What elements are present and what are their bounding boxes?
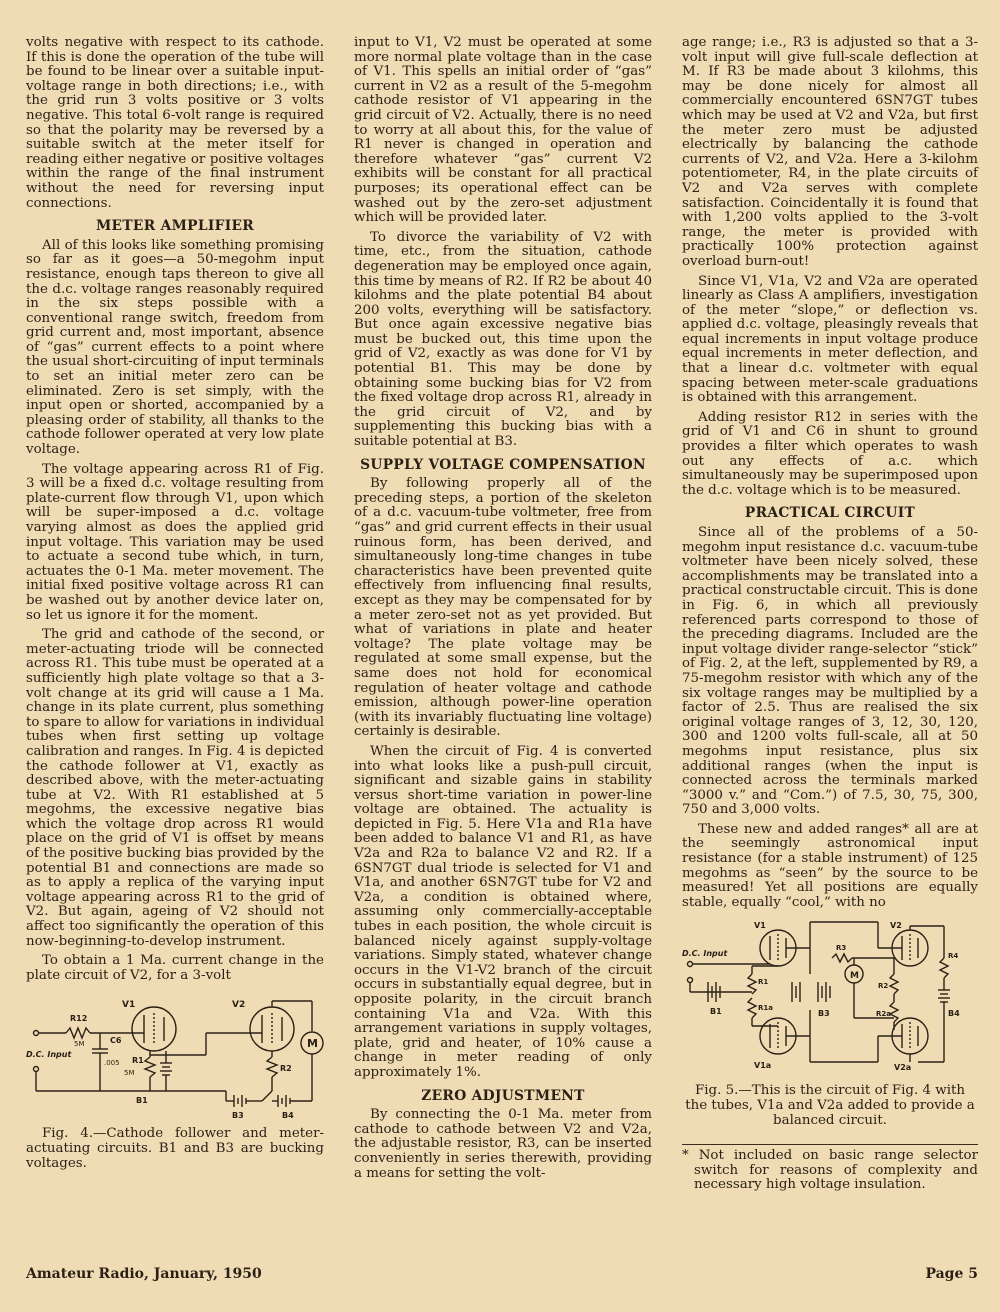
label-r1: R1 <box>758 978 769 987</box>
label-r3: R3 <box>836 944 847 953</box>
heading-practical-circuit: PRACTICAL CIRCUIT <box>744 505 916 522</box>
paragraph: age range; i.e., R3 is adjusted so that a 3-volt input will give full-scale deflection at M. If R3 be made about 3 kilohms, this may be done nicely for almost all commercially encountered 6SN7GT tubes which may be used at V2 and V2a, but first the meter zero must be adjusted electrically by balancing the cathode currents of V2, and V2a. Here a 3-kilohm potentiometer, R4, in the plate circuits of V2 and V2a serves with complete satisfaction. Coincidentally it is found that with 1,200 volts applied to the 3-volt range, the meter is provided with practically 100% protection against overload burn-out! <box>682 35 978 269</box>
label-r4: R4 <box>948 952 959 961</box>
paragraph: The voltage appearing across R1 of Fig. 3 will be a fixed d.c. voltage resulting from plate-current flow through V1, upon which will be super-imposed a d.c. voltage varying almost as does the applied grid input voltage. This variation may be used to actuate a second tube which, in turn, actuates the 0-1 Ma. meter movement. The initial fixed positive voltage across R1 can be washed out by another device later on, so let us ignore it for the moment. <box>26 461 324 623</box>
label-v2: V2 <box>232 1000 246 1011</box>
paragraph: To divorce the variability of V2 with time, etc., from the situation, cathode degeneration may be employed once again, this time by means of R2. If R2 be about 40 kilohms and the plate potential B4 about 200 volts, everything will be satisfactory. But once again excessive negative bias must be bucked out, this time upon the grid of V2, exactly as was done for V1 by potential B1. This may be done by obtaining some bucking bias for V2 from the fixed voltage drop across R1, already in the grid circuit of V2, and by supplementing this bucking bias with a suitable potential at B3. <box>354 229 652 450</box>
paragraph: Since all of the problems of a 50-megohm input resistance d.c. vacuum-tube voltmeter have been nicely solved, these accomplishments may be translated into a practical constructable circuit. This is done in Fig. 6, in which all previously referenced parts correspond to those of the preceding diagrams. Included are the input voltage divider range-selector “stick” of Fig. 2, at the left, supplemented by R9, a 75-megohm resistor with which any of the six voltage ranges may be multiplied by a factor of 2.5. Thus are realised the six original voltage ranges of 3, 12, 30, 120, 300 and 1200 volts full-scale, all at 50 megohms input resistance, plus six additional ranges (when the input is connected across the terminals marked “3000 v.” and “Com.”) of 7.5, 30, 75, 300, 750 and 3,000 volts. <box>682 525 978 818</box>
column-1 <box>26 36 324 1176</box>
label-meter: M <box>850 971 859 982</box>
fig4-svg <box>26 991 324 1121</box>
label-v1a: V1a <box>754 1061 772 1071</box>
paragraph: Since V1, V1a, V2 and V2a are operated linearly as Class A amplifiers, investigation of the meter “slope,” or deflection vs. applied d.c. voltage, pleasingly reveals that equal increments in input voltage produce equal increments in meter deflection, and that a linear d.c. voltmeter with equal spacing between meter-scale graduations is obtained with this arrangement. <box>682 273 978 406</box>
paragraph: volts negative with respect to its cathode. If this is done the operation of the tube will be found to be linear over a suitable input-voltage range in both directions; i.e., with the grid run 3 volts positive or 3 volts negative. This total 6-volt range is required so that the polarity may be reversed by a suitable switch at the meter itself for reading either negative or positive voltages within the range of the final instrument without the need for reversing input connections. <box>26 35 324 211</box>
label-r2: R2 <box>280 1064 292 1074</box>
paragraph: Adding resistor R12 in series with the grid of V1 and C6 in shunt to ground provides a filter which operates to wash out any effects of a.c. which simultaneously may be superimposed upon the d.c. voltage which is to be measured. <box>682 409 978 498</box>
label-r12-value: 5M <box>74 1040 85 1049</box>
paragraph: By following properly all of the preceding steps, a portion of the skeleton of a d.c. vacuum-tube voltmeter, free from “gas” and grid current effects in their usual ruinous form, has been derived, and simultaneously long-time changes in tube characteristics have been prevented quite effectively from influencing final results, except as they may be compensated for by a meter zero-set not as yet provided. But what of variations in plate and heater voltage? The plate voltage may be regulated at some small expense, but the same does not hold for economical regulation of heater voltage and cathode emission, although power-line operation (with its invariably fluctuating line voltage) certainly is desirable. <box>354 476 652 740</box>
label-v1: V1 <box>122 1000 136 1011</box>
column-3 <box>682 36 978 1198</box>
label-r1: R1 <box>132 1056 144 1066</box>
label-b3: B3 <box>818 1009 830 1019</box>
fig5-svg <box>682 918 978 1078</box>
footer-publication: Amateur Radio, January, 1950 <box>26 1266 262 1282</box>
label-r12: R12 <box>70 1014 88 1024</box>
label-r1-value: 5M <box>124 1069 135 1078</box>
footer-page-number: Page 5 <box>925 1266 978 1282</box>
footnote: * Not included on basic range selector switch for reasons of complexity and necessary high voltage insulation. <box>682 1144 978 1193</box>
figure-4-schematic <box>26 991 324 1121</box>
heading-supply-voltage-compensation: SUPPLY VOLTAGE COMPENSATION <box>360 456 646 473</box>
label-c6-value: .005 <box>104 1059 120 1068</box>
heading-meter-amplifier: METER AMPLIFIER <box>95 218 255 235</box>
label-r1a: R1a <box>758 1004 773 1013</box>
label-v2: V2 <box>890 921 902 931</box>
paragraph: These new and added ranges* all are at the seemingly astronomical input resistance (for a stable instrument) of 125 megohms as “seen” by the source to be measured! Yet all positions are equally stable, equally “cool,” with no <box>682 821 978 910</box>
figure-5-caption: Fig. 5.—This is the circuit of Fig. 4 with the tubes, V1a and V2a added to provide a balanced circuit. <box>685 1083 975 1128</box>
label-v1: V1 <box>754 921 766 931</box>
paragraph: All of this looks like something promising so far as it goes—a 50-megohm input resistance, enough taps thereon to give all the d.c. voltage ranges reasonably required in the six steps possible with a conventional range switch, freedom from grid current and, most important, absence of “gas” current effects to a point where the usual short-circuiting of input terminals to set an initial meter zero can be eliminated. Zero is set simply, with the input open or shorted, accompanied by a pleasing order of stability, all thanks to the cathode follower operated at very low plate voltage. <box>26 237 324 458</box>
label-b1: B1 <box>136 1096 148 1106</box>
label-v2a: V2a <box>894 1063 912 1073</box>
heading-zero-adjustment: ZERO ADJUSTMENT <box>421 1087 585 1104</box>
column-2 <box>354 36 652 1186</box>
label-meter: M <box>307 1037 318 1051</box>
label-b3: B3 <box>232 1111 244 1121</box>
label-r2: R2 <box>878 982 889 991</box>
label-r2a: R2a <box>876 1010 891 1019</box>
label-dc-input: D.C. Input <box>26 1050 72 1060</box>
label-b1: B1 <box>710 1007 722 1017</box>
label-c6: C6 <box>110 1036 122 1046</box>
label-b4: B4 <box>948 1009 960 1019</box>
label-b4: B4 <box>282 1111 294 1121</box>
paragraph: By connecting the 0-1 Ma. meter from cathode to cathode between V2 and V2a, the adjustable resistor, R3, can be inserted conveniently in series therewith, providing a means for setting the volt- <box>354 1107 652 1181</box>
paragraph: When the circuit of Fig. 4 is converted into what looks like a push-pull circuit, significant and sizable gains in stability versus short-time variation in power-line voltage are obtained. The actuality is depicted in Fig. 5. Here V1a and R1a have been added to balance V1 and R1, as have V2a and R2a to balance V2 and R2. If a 6SN7GT dual triode is selected for V1 and V1a, and another 6SN7GT tube for V2 and V2a, a condition is obtained where, assuming only commercially-acceptable tubes in each position, the whole circuit is balanced nicely against supply-voltage variations. Simply stated, whatever change occurs in the V1-V2 branch of the circuit occurs in substantially equal degree, but in opposite polarity, in the circuit branch containing V1a and V2a. With this arrangement variations in supply voltages, plate, grid and heater, of 10% cause a change in meter reading of only approximately 1%. <box>354 743 652 1080</box>
paragraph: The grid and cathode of the second, or meter-actuating triode will be connected across R1. This tube must be operated at a sufficiently high plate voltage so that a 3-volt change at its grid will cause a 1 Ma. change in its plate current, plus something to spare to allow for variations in individual tubes when first setting up voltage calibration and ranges. In Fig. 4 is depicted the cathode follower at V1, exactly as described above, with the meter-actuating tube at V2. With R1 established at 5 megohms, the excessive negative bias which the voltage drop across R1 would place on the grid of V1 is offset by means of the positive bucking bias provided by the potential B1 and connections are made so as to apply a replica of the varying input voltage appearing across R1 to the grid of V2. But again, ageing of V2 should not affect too significantly the operation of this now-beginning-to-develop instrument. <box>26 627 324 949</box>
figure-4-caption: Fig. 4.—Cathode follower and meter-actuating circuits. B1 and B3 are bucking voltages. <box>26 1126 324 1171</box>
paragraph: input to V1, V2 must be operated at some more normal plate voltage than in the case of V1. This spells an initial order of “gas” current in V2 as a result of the 5-megohm cathode resistor of V1 appearing in the grid circuit of V2. Actually, there is no need to worry at all about this, for the value of R1 never is changed in operation and therefore whatever “gas” current V2 exhibits will be constant for all practical purposes; its operational effect can be washed out by the zero-set adjustment which will be provided later. <box>354 35 652 226</box>
figure-5-schematic <box>682 918 978 1078</box>
paragraph: To obtain a 1 Ma. current change in the plate circuit of V2, for a 3-volt <box>26 953 324 983</box>
label-dc-input: D.C. Input <box>682 949 728 959</box>
